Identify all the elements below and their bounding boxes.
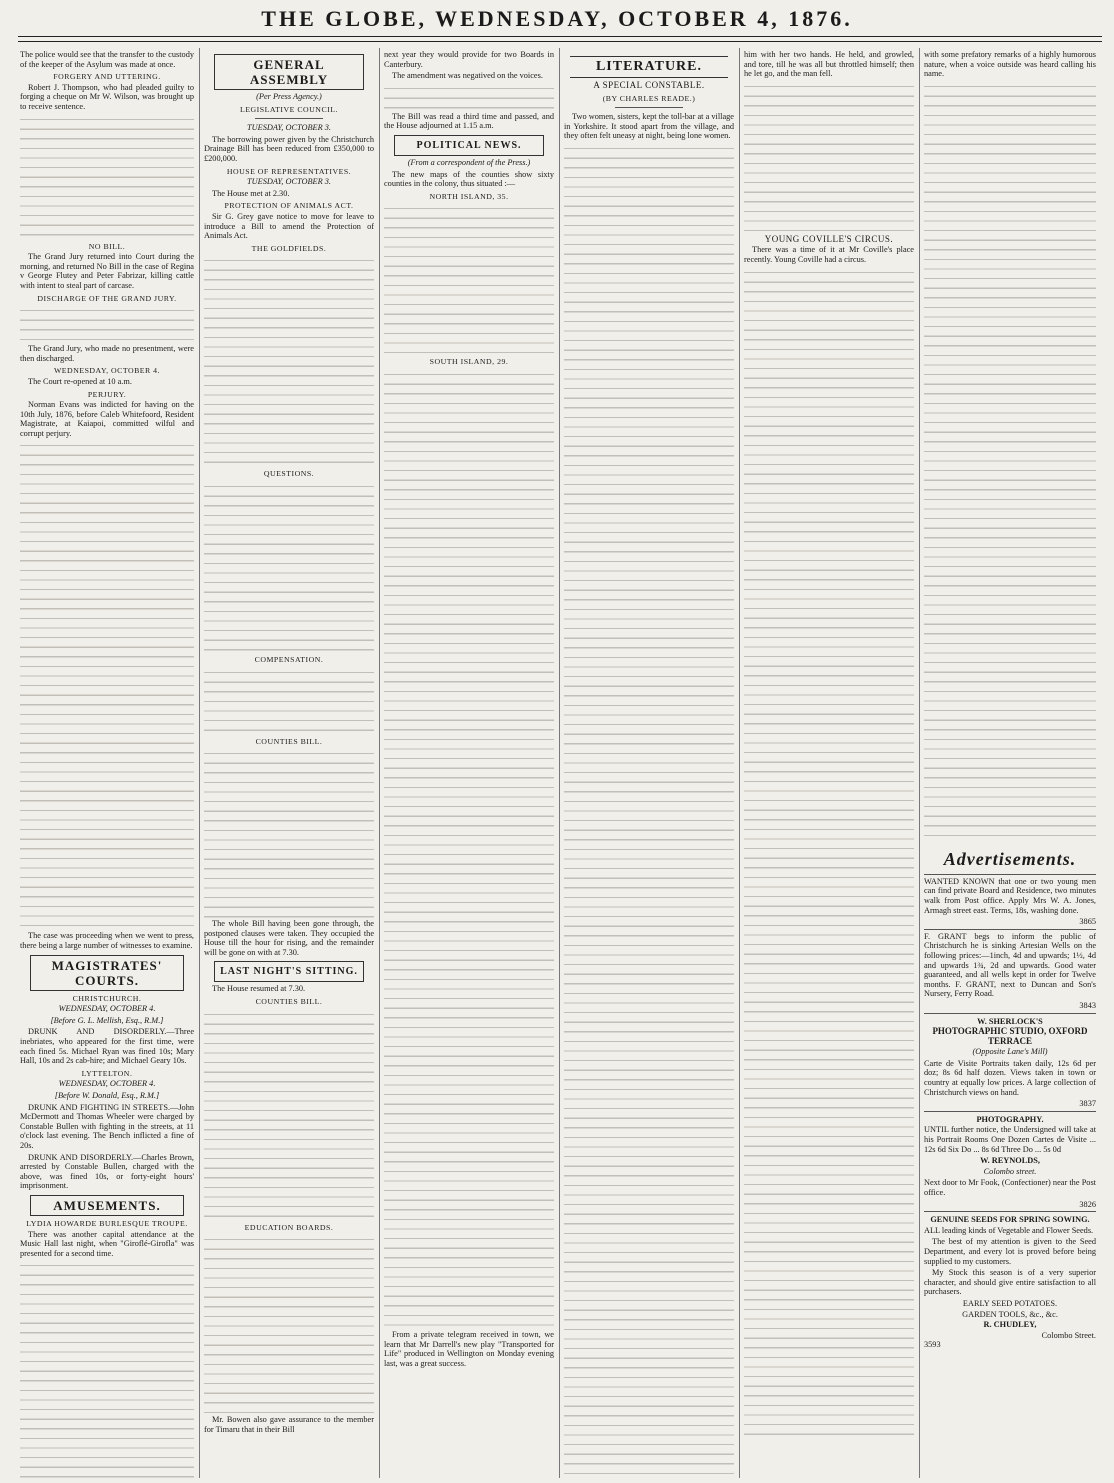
paragraph: The amendment was negatived on the voices. bbox=[392, 71, 543, 81]
paragraph: next year they would provide for two Boards in Canterbury. bbox=[384, 50, 554, 69]
paragraph: Sir G. Grey gave notice to move for leave to introduce a Bill to amend the Protection of Animals Act. bbox=[204, 211, 374, 241]
text-block bbox=[384, 204, 554, 354]
agency-line: (Per Press Agency.) bbox=[256, 92, 322, 101]
text-block bbox=[384, 84, 554, 112]
advertisement bbox=[924, 929, 1096, 1011]
section-heading: COMPENSATION. bbox=[254, 654, 324, 664]
date-heading: WEDNESDAY, OCTOBER 4. bbox=[58, 1004, 156, 1014]
masthead-rule-thin bbox=[18, 41, 1102, 42]
column-divider bbox=[919, 48, 920, 1478]
paragraph: The new maps of the counties show sixty counties in the colony, thus situated :— bbox=[384, 169, 554, 189]
paragraph: From a private telegram received in town, we learn that Mr Darrell's new play "Transported for Life" produced in Wellington on Monday evening last, was a great success. bbox=[384, 1329, 554, 1368]
column-2 bbox=[204, 50, 374, 1478]
ad-number: 3837 bbox=[1079, 1099, 1096, 1109]
text-block bbox=[204, 256, 374, 466]
text-block bbox=[924, 82, 1096, 842]
section-title: MAGISTRATES' COURTS. bbox=[30, 955, 184, 991]
paragraph: The case was proceeding when we went to press, there being a large number of witnesses to examine. bbox=[20, 931, 194, 951]
magistrate-line: [Before G. L. Mellish, Esq., R.M.] bbox=[50, 1015, 164, 1025]
ad-number: 3865 bbox=[1079, 917, 1096, 927]
advertisement bbox=[924, 1211, 1096, 1350]
text-block bbox=[20, 115, 194, 239]
ad-name: W. REYNOLDS, bbox=[980, 1156, 1040, 1166]
text-block bbox=[204, 749, 374, 919]
section-heading: COUNTIES BILL. bbox=[255, 736, 323, 746]
paragraph: Robert J. Thompson, who had pleaded guilty to forging a cheque on Mr W. Wilson, was brought up to receive sentence. bbox=[20, 82, 194, 111]
paragraph: DRUNK AND FIGHTING IN STREETS.—John McDermott and Thomas Wheeler were charged by Constable Bullen with fighting in the streets, at 11 o'clock last evening. The Bench inflicted a fine of 20s. bbox=[20, 1102, 194, 1150]
ad-address: Colombo Street. bbox=[1041, 1330, 1096, 1340]
section-heading: EDUCATION BOARDS. bbox=[244, 1222, 334, 1232]
section-heading: LYTTELTON. bbox=[81, 1068, 133, 1078]
text-block bbox=[204, 1010, 374, 1220]
paragraph: Two women, sisters, kept the toll-bar at a village in Yorkshire. It stood apart from the village, and they often felt uneasy at night, being lone women. bbox=[564, 112, 734, 141]
ad-address: Colombo street. bbox=[983, 1166, 1037, 1176]
section-heading: PROTECTION OF ANIMALS ACT. bbox=[224, 201, 354, 211]
paragraph: DRUNK AND DISORDERLY.—Three inebriates, who appeared for the first time, were each fined 5s. Michael Ryan was fined 10s; Mary Hall, 10s and 2s cab-hire; and Michael Geary 10s. bbox=[20, 1027, 194, 1066]
correspondent-line: (From a correspondent of the Press.) bbox=[407, 157, 531, 167]
column-divider bbox=[739, 48, 740, 1478]
column-divider bbox=[559, 48, 560, 1478]
advertisements-heading: Advertisements. bbox=[943, 848, 1077, 869]
section-heading: CHRISTCHURCH. bbox=[72, 993, 142, 1003]
section-heading: COUNTIES BILL. bbox=[255, 997, 323, 1007]
date-heading: TUESDAY, OCTOBER 3. bbox=[247, 123, 331, 133]
paragraph: The Grand Jury, who made no presentment, were then discharged. bbox=[20, 344, 194, 363]
advertisement bbox=[924, 1111, 1096, 1209]
ad-text: F. GRANT begs to inform the public of Christchurch he is sinking Artesian Wells on the following prices:—1inch, 4d and upwards; 1½, 4d and upwards 1¾, 2d and upwards. Good water guaranteed, and all wells kept in order for Twelve months. F. GRANT, next to Duncan and Son's Nursery, Ferry Road. bbox=[924, 931, 1096, 999]
section-heading: LYDIA HOWARDE BURLESQUE TROUPE. bbox=[26, 1218, 188, 1228]
section-title: GENERAL ASSEMBLY bbox=[214, 54, 364, 90]
text-block bbox=[20, 306, 194, 344]
column-1 bbox=[20, 50, 194, 1478]
paragraph: The House met at 2.30. bbox=[212, 188, 290, 198]
ad-title: W. SHERLOCK'S bbox=[977, 1016, 1043, 1026]
magistrate-line: [Before W. Donald, Esq., R.M.] bbox=[54, 1091, 160, 1100]
paragraph: Mr. Bowen also gave assurance to the member for Timaru that in their Bill bbox=[204, 1415, 374, 1434]
section-heading: QUESTIONS. bbox=[263, 469, 315, 479]
section-title: LAST NIGHT'S SITTING. bbox=[214, 961, 364, 982]
section-heading: NO BILL. bbox=[88, 241, 126, 251]
text-block bbox=[384, 370, 554, 1330]
section-title: AMUSEMENTS. bbox=[30, 1195, 184, 1216]
paragraph: There was a time of it at Mr Coville's place recently. Young Coville had a circus. bbox=[744, 245, 914, 264]
text-block bbox=[204, 482, 374, 652]
ad-text: UNTIL further notice, the Undersigned will take at his Portrait Rooms One Dozen Cartes de Visite ... 12s 6d Six Do ... 8s 6d Three Do ... 5s 0d bbox=[924, 1125, 1096, 1154]
column-3 bbox=[384, 50, 554, 1478]
ad-number: 3593 bbox=[924, 1340, 941, 1350]
byline: (BY CHARLES READE.) bbox=[602, 93, 696, 103]
date-heading: WEDNESDAY, OCTOBER 4. bbox=[53, 366, 161, 376]
column-divider bbox=[379, 48, 380, 1478]
ad-text: The best of my attention is given to the Seed Department, and every lot is proved before being supplied to my customers. bbox=[924, 1237, 1096, 1266]
text-block bbox=[204, 668, 374, 734]
section-heading: LEGISLATIVE COUNCIL. bbox=[240, 104, 338, 114]
text-block bbox=[20, 1261, 194, 1478]
ad-text: ALL leading kinds of Vegetable and Flower Seeds. bbox=[924, 1225, 1094, 1235]
ad-subtitle: (Opposite Lane's Mill) bbox=[972, 1047, 1048, 1057]
paragraph: The House resumed at 7.30. bbox=[212, 984, 306, 994]
column-4 bbox=[564, 50, 734, 1478]
date-heading: TUESDAY, OCTOBER 3. bbox=[247, 177, 331, 187]
column-divider bbox=[199, 48, 200, 1478]
paragraph: The Grand Jury returned into Court during the morning, and returned No Bill in the case of Regina v George Flutey and Peter Fabrizar, killing cattle with intent to steal part of carcase. bbox=[20, 252, 194, 290]
ad-text: My Stock this season is of a very superior character, and should give entire satisfaction to all purchasers. bbox=[924, 1268, 1096, 1297]
ad-subtitle: PHOTOGRAPHIC STUDIO, OXFORD TERRACE bbox=[932, 1026, 1088, 1046]
ad-text: Next door to Mr Fook, (Confectioner) near the Post office. bbox=[924, 1178, 1096, 1197]
story-title: YOUNG COVILLE'S CIRCUS. bbox=[764, 233, 894, 244]
paragraph: The police would see that the transfer to the custody of the keeper of the Asylum was made at once. bbox=[20, 50, 194, 69]
paragraph: DRUNK AND DISORDERLY.—Charles Brown, arrested by Constable Bullen, charged with the above, was fined 10s, or forty-eight hours' imprisonment. bbox=[20, 1152, 194, 1191]
paragraph: The borrowing power given by the Christchurch Drainage Bill has been reduced from £350,000 to £200,000. bbox=[204, 134, 374, 163]
ad-name: R. CHUDLEY, bbox=[983, 1320, 1037, 1330]
ad-text: WANTED KNOWN that one or two young men can find private Board and Residence, two minutes walk from Post office. Apply Mrs W. A. Jones, Armagh street east. Terms, 18s, washing done. bbox=[924, 876, 1096, 915]
ad-number: 3826 bbox=[1079, 1199, 1096, 1209]
section-heading: HOUSE OF REPRESENTATIVES. bbox=[226, 166, 352, 176]
masthead-rule bbox=[18, 36, 1102, 37]
section-heading: FORGERY AND UTTERING. bbox=[53, 72, 161, 82]
text-block bbox=[20, 441, 194, 931]
paragraph: There was another capital attendance at the Music Hall last night, when "Giroflé-Girofla" was presented for a second time. bbox=[20, 1229, 194, 1258]
section-heading: DISCHARGE OF THE GRAND JURY. bbox=[37, 293, 177, 303]
text-block bbox=[744, 82, 914, 232]
ad-number: 3843 bbox=[1079, 1000, 1096, 1010]
section-heading: NORTH ISLAND, 35. bbox=[429, 191, 509, 201]
paragraph: him with her two hands. He held, and growled, and tore, till he was all but throttled himself; then he let go, and the man fell. bbox=[744, 50, 914, 79]
ad-text: Carte de Visite Portraits taken daily, 12s 6d per doz; 8s 6d half dozen. Views taken in town or country at equally low prices. A large collection of Christchurch views on hand. bbox=[924, 1058, 1096, 1097]
divider bbox=[615, 107, 683, 108]
section-heading: PERJURY. bbox=[87, 389, 127, 399]
ad-title: PHOTOGRAPHY. bbox=[976, 1114, 1044, 1124]
advertisement bbox=[924, 874, 1096, 927]
column-6 bbox=[924, 50, 1096, 1478]
paragraph: Norman Evans was indicted for having on the 10th July, 1876, before Caleb Whitefoord, Resident Magistrate, at Kaiapoi, committed wilful and corrupt perjury. bbox=[20, 400, 194, 438]
divider bbox=[255, 118, 323, 119]
advertisement bbox=[924, 1013, 1096, 1109]
story-title: A SPECIAL CONSTABLE. bbox=[593, 80, 705, 90]
paragraph: The whole Bill having been gone through, the postponed clauses were taken. They occupied the House till the hour for rising, and the remainder will be gone on with at 7.30. bbox=[204, 919, 374, 957]
paragraph: with some prefatory remarks of a highly humorous nature, when a voice outside was heard calling his name. bbox=[924, 50, 1096, 79]
paragraph: The Court re-opened at 10 a.m. bbox=[28, 376, 132, 386]
section-heading: THE GOLDFIELDS. bbox=[251, 243, 327, 253]
column-5 bbox=[744, 50, 914, 1478]
section-title: LITERATURE. bbox=[570, 56, 728, 78]
masthead: THE GLOBE, WEDNESDAY, OCTOBER 4, 1876. bbox=[261, 6, 853, 31]
date-heading: WEDNESDAY, OCTOBER 4. bbox=[58, 1079, 156, 1089]
section-heading: SOUTH ISLAND, 29. bbox=[429, 357, 509, 367]
ad-line: EARLY SEED POTATOES. bbox=[962, 1298, 1058, 1308]
text-block bbox=[744, 268, 914, 1438]
ad-line: GARDEN TOOLS, &c., &c. bbox=[962, 1309, 1058, 1319]
section-title: POLITICAL NEWS. bbox=[394, 135, 544, 156]
text-block bbox=[564, 144, 734, 1474]
paragraph: The Bill was read a third time and passed, and the House adjourned at 1.15 a.m. bbox=[384, 111, 554, 131]
text-block bbox=[204, 1235, 374, 1415]
ad-title: GENUINE SEEDS FOR SPRING SOWING. bbox=[930, 1215, 1090, 1225]
